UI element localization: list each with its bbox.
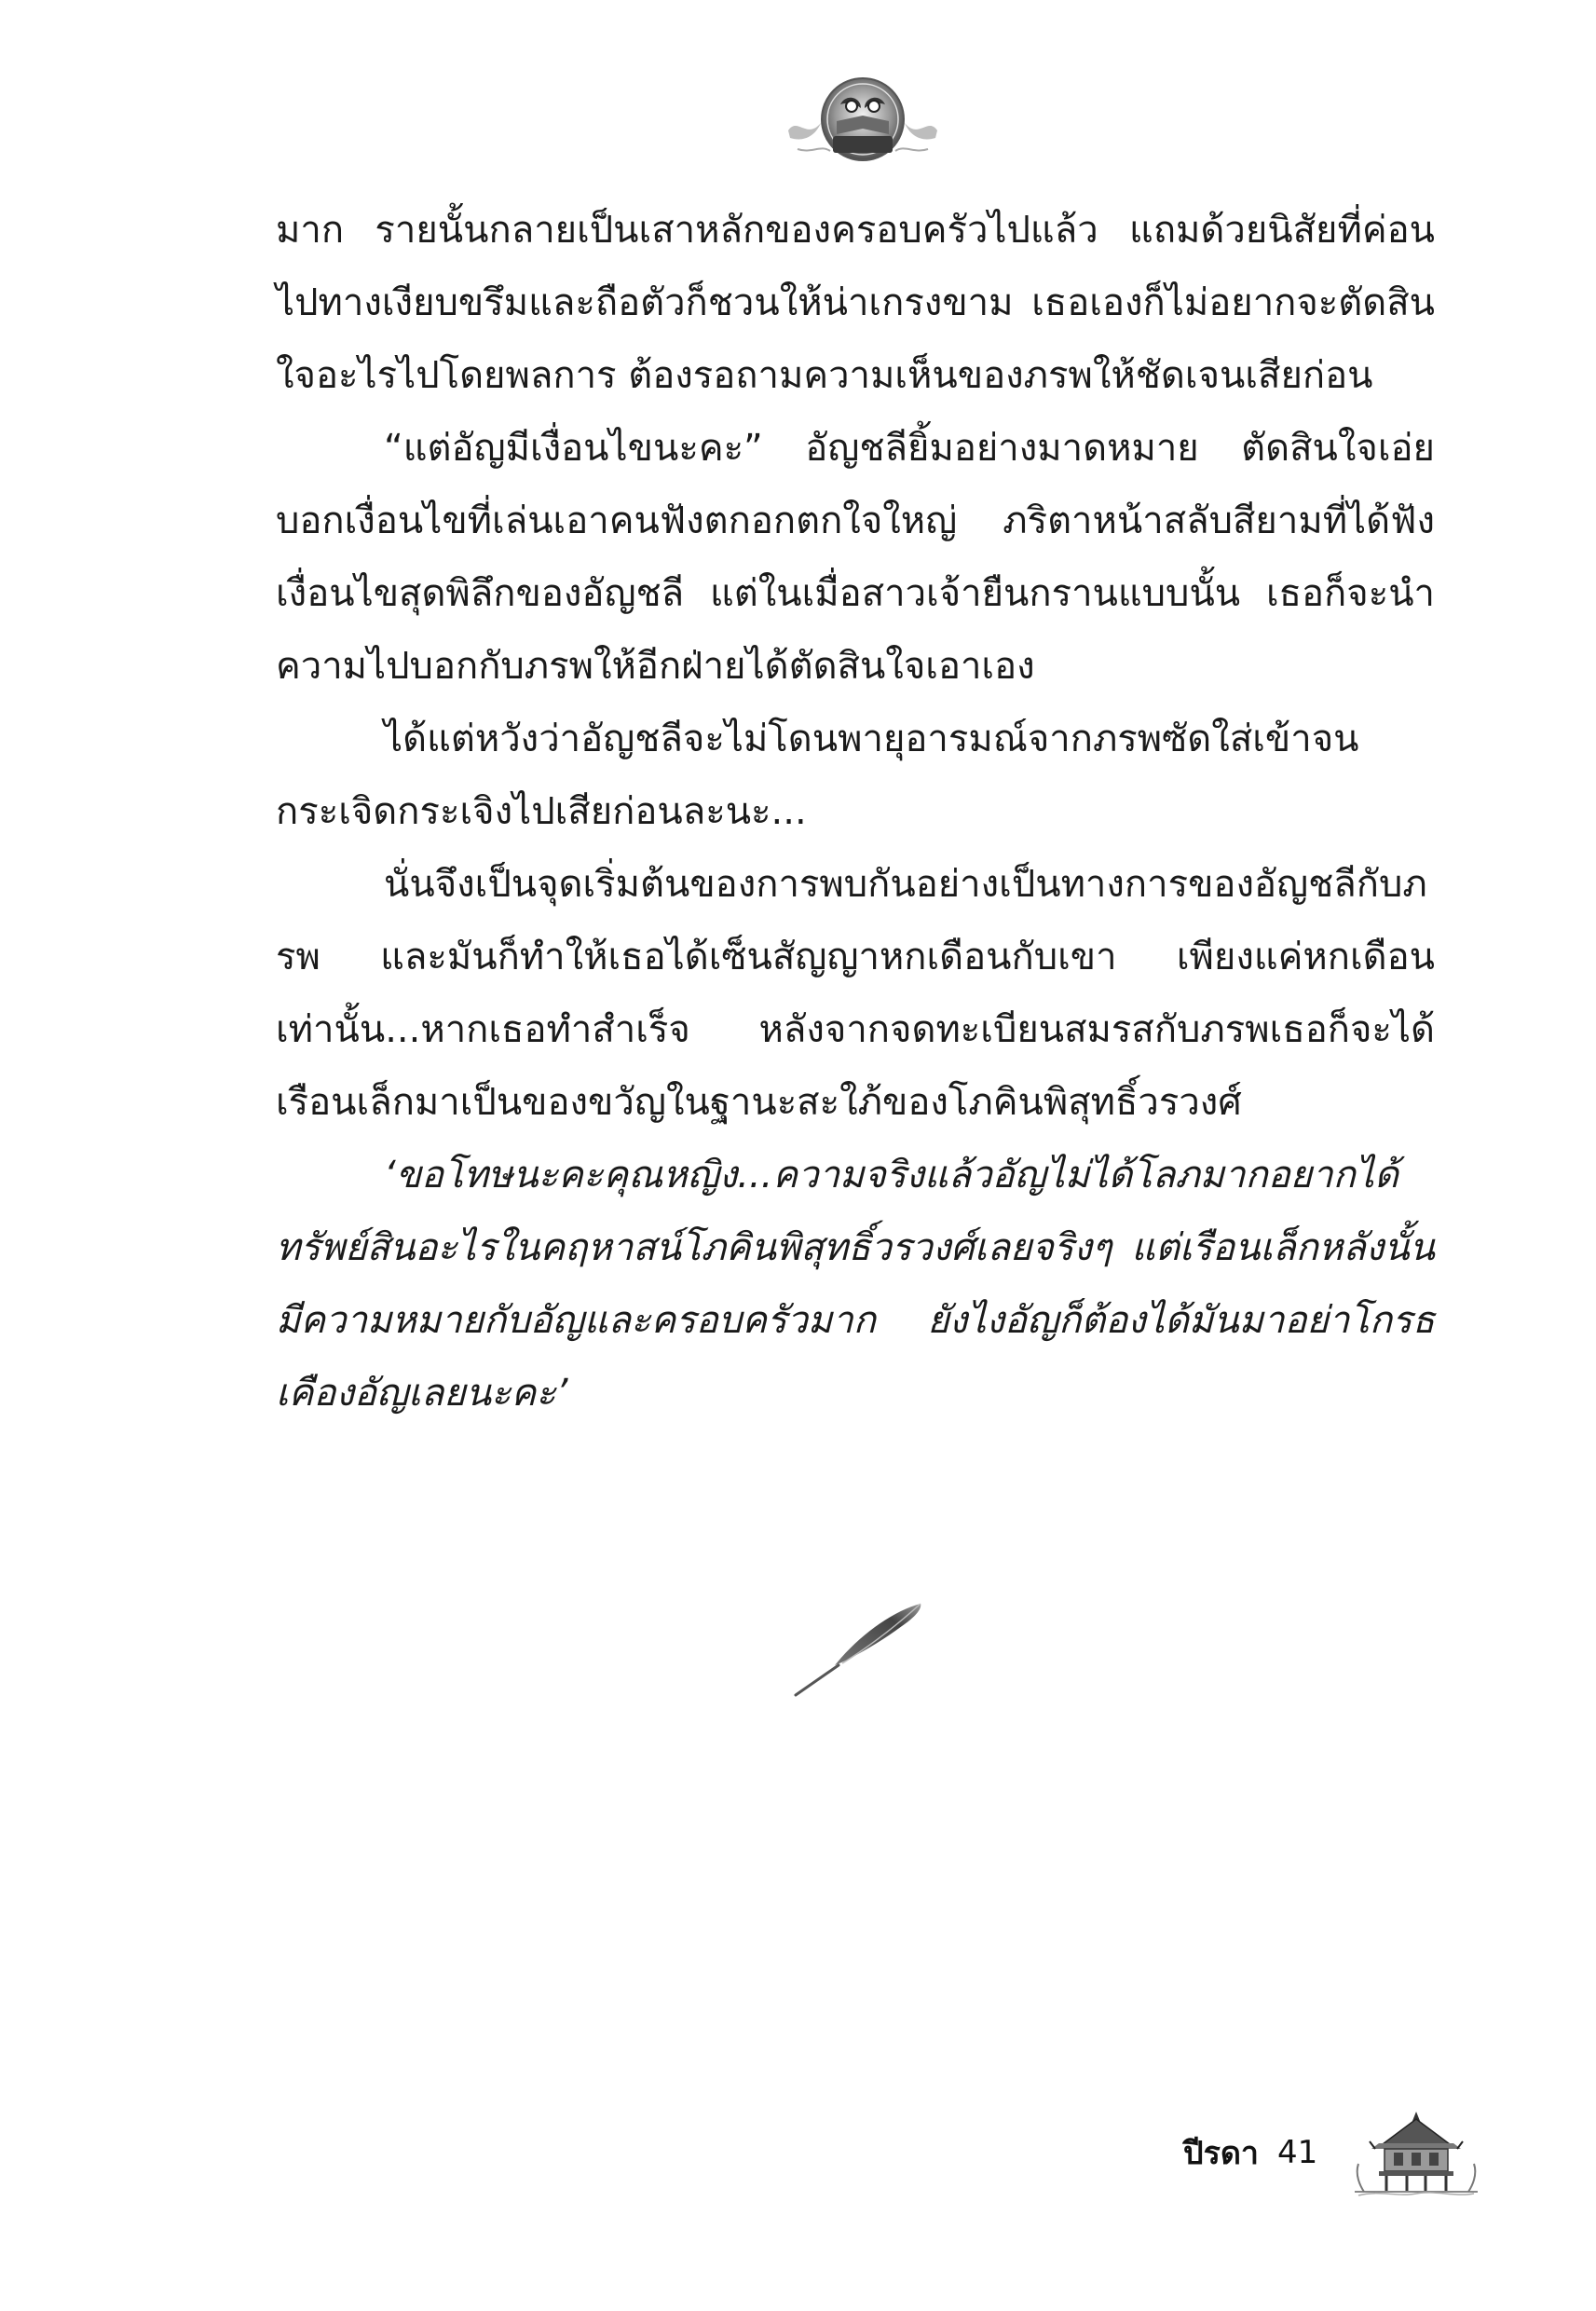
paragraph-4: นั่นจึงเป็นจุดเริ่มต้นของการพบกันอย่างเป็นทางการของอัญชลีกับภรพ และมันก็ทำให้เธอได้เซ็นสัญญาหกเดือนกับเขา เพียงแค่หกเดือนเท่านั้น...หากเธอทำสำเร็จ หลังจากจดทะเบียนสมรสกับภรพเธอก็จะได้เรือนเล็กมาเป็นของขวัญในฐานะสะใภ้ของโภคินพิสุทธิ์วรวงศ์	[276, 863, 1435, 1124]
paragraph-1: มาก รายนั้นกลายเป็นเสาหลักของครอบครัวไปแล้ว แถมด้วยนิสัยที่ค่อนไปทางเงียบขรึมและถือตัวก็ชวนให้น่าเกรงขาม เธอเองก็ไม่อยากจะตัดสินใจอะไรไปโดยพลการ ต้องรอถามความเห็นของภรพให้ชัดเจนเสียก่อน	[276, 209, 1435, 397]
paragraph-2: “แต่อัญมีเงื่อนไขนะคะ” อัญชลียิ้มอย่างมาดหมาย ตัดสินใจเอ่ยบอกเงื่อนไขที่เล่นเอาคนฟังตกอกตกใจใหญ่ ภริตาหน้าสลับสียามที่ได้ฟังเงื่อนไขสุดพิลึกของอัญชลี แต่ในเมื่อสาวเจ้ายืนกรานแบบนั้น เธอก็จะนำความไปบอกกับภรพให้อีกฝ่ายได้ตัดสินใจเอาเอง	[276, 427, 1435, 688]
feather-quill-icon	[783, 1598, 932, 1701]
book-title: ปีรดา	[1183, 2135, 1260, 2172]
page-number: 41	[1277, 2134, 1318, 2171]
body-text	[276, 194, 1435, 1429]
book-emblem-icon	[779, 65, 947, 177]
paragraph-5-italic: ‘ขอโทษนะคะคุณหญิง...ความจริงแล้วอัญไม่ได้โลภมากอยากได้ทรัพย์สินอะไรในคฤหาสน์โภคินพิสุทธิ์วรวงศ์เลยจริงๆ แต่เรือนเล็กหลังนั้นมีความหมายกับอัญและครอบครัวมาก ยังไงอัญก็ต้องได้มันมาอย่าโกรธเคืองอัญเลยนะคะ’	[276, 1154, 1435, 1415]
page-footer	[1183, 2120, 1317, 2185]
paragraph-3: ได้แต่หวังว่าอัญชลีจะไม่โดนพายุอารมณ์จากภรพซัดใส่เข้าจนกระเจิดกระเจิงไปเสียก่อนละนะ...	[276, 718, 1359, 833]
thai-house-icon	[1351, 2108, 1481, 2197]
